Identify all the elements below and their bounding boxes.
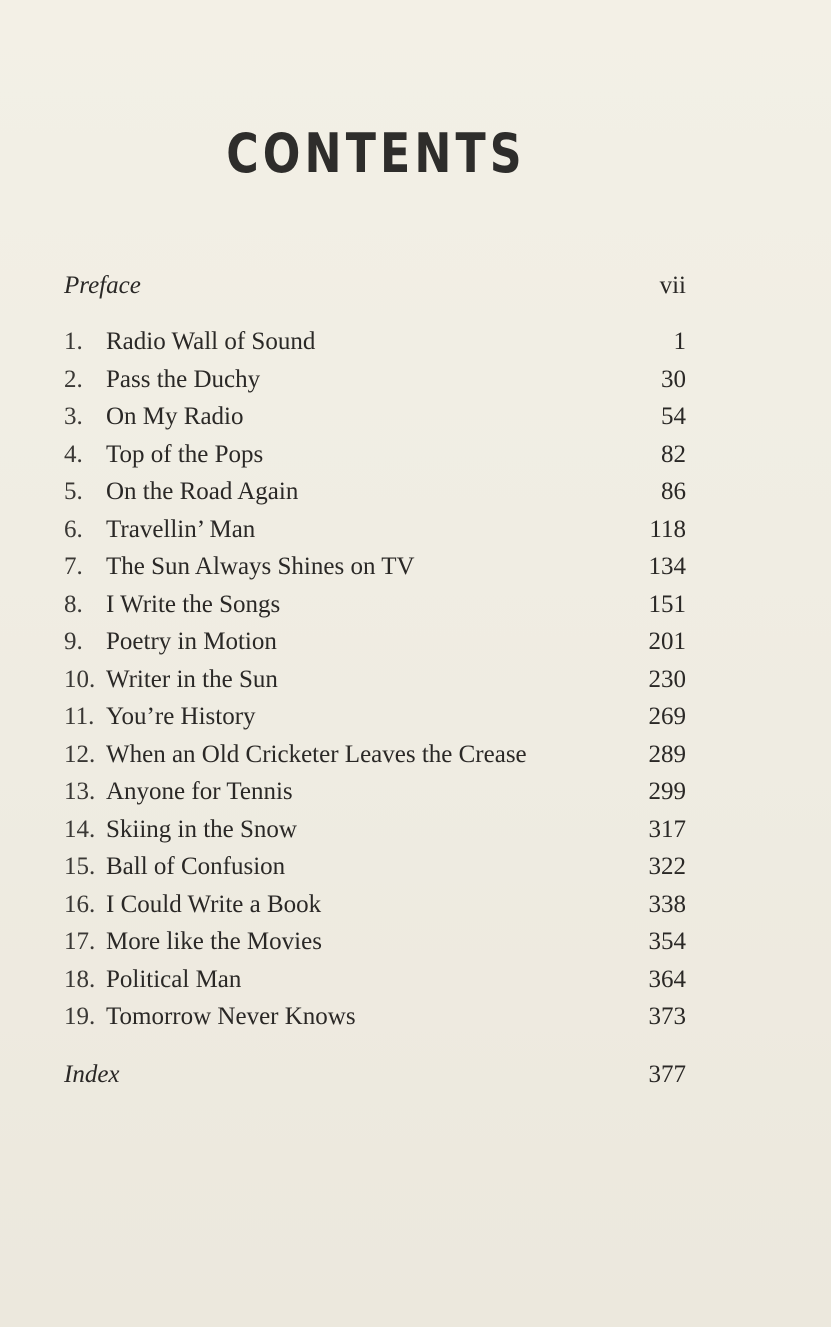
toc-entry-title: Political Man — [106, 966, 242, 993]
toc-entry-title: Index — [64, 1061, 120, 1088]
toc-entry-title: Skiing in the Snow — [106, 816, 297, 843]
toc-entry[interactable] — [64, 553, 686, 587]
toc-entry-preface[interactable] — [64, 272, 686, 306]
toc-entry-index[interactable] — [64, 1061, 686, 1095]
toc-entry[interactable] — [64, 366, 686, 400]
toc-entry-number: 17. — [64, 928, 96, 955]
toc-entry-title: When an Old Cricketer Leaves the Crease — [106, 741, 527, 768]
toc-entry-title: Ball of Confusion — [106, 853, 286, 880]
toc-entry-title: The Sun Always Shines on TV — [106, 553, 415, 580]
toc-entry[interactable] — [64, 328, 686, 362]
toc-entry-title: I Write the Songs — [106, 591, 281, 618]
toc-entry-number: 11. — [64, 703, 95, 730]
toc-entry-title: Tomorrow Never Knows — [106, 1003, 356, 1030]
toc-entry-number: 18. — [64, 966, 96, 993]
toc-entry[interactable] — [64, 966, 686, 1000]
toc-entry-page: 338 — [648, 891, 686, 918]
toc-entry-title: On the Road Again — [106, 478, 299, 505]
toc-entry[interactable] — [64, 591, 686, 625]
toc-entry-number: 12. — [64, 741, 96, 768]
toc-entry-page: 354 — [648, 928, 686, 955]
toc-entry-page: 289 — [648, 741, 686, 768]
toc-entry-page: 364 — [648, 966, 686, 993]
toc-entry-number: 3. — [64, 403, 83, 430]
toc-entry-title: Travellin’ Man — [106, 516, 256, 543]
toc-entry[interactable] — [64, 516, 686, 550]
toc-entry[interactable] — [64, 853, 686, 887]
toc-entry-title: You’re History — [106, 703, 256, 730]
toc-entry-number: 5. — [64, 478, 83, 505]
toc-entry[interactable] — [64, 741, 686, 775]
toc-entry-number: 13. — [64, 778, 96, 805]
toc-entry-title: Top of the Pops — [106, 441, 264, 468]
toc-entry-page: 151 — [648, 591, 686, 618]
toc-entry-number: 6. — [64, 516, 83, 543]
toc-entry[interactable] — [64, 891, 686, 925]
toc-entry[interactable] — [64, 666, 686, 700]
toc-entry-page: 322 — [648, 853, 686, 880]
toc-entry-title: Anyone for Tennis — [106, 778, 293, 805]
toc-entry-number: 10. — [64, 666, 96, 693]
toc-entry-number: 1. — [64, 328, 83, 355]
toc-entry-page: vii — [659, 272, 686, 299]
toc-entry-number: 15. — [64, 853, 96, 880]
toc-entry-title: Pass the Duchy — [106, 366, 261, 393]
toc-entry-page: 299 — [648, 778, 686, 805]
toc-entry-number: 9. — [64, 628, 83, 655]
toc-entry-page: 30 — [661, 366, 686, 393]
toc-entry-page: 118 — [649, 516, 686, 543]
toc-entry[interactable] — [64, 1003, 686, 1037]
toc-entry[interactable] — [64, 403, 686, 437]
toc-entry[interactable] — [64, 628, 686, 662]
toc-entry-title: On My Radio — [106, 403, 244, 430]
toc-entry-page: 230 — [648, 666, 686, 693]
toc-entry-page: 86 — [661, 478, 686, 505]
toc-entry-number: 14. — [64, 816, 96, 843]
toc-entry-title: Radio Wall of Sound — [106, 328, 316, 355]
toc-entry-number: 19. — [64, 1003, 96, 1030]
page-title: CONTENTS — [226, 122, 526, 185]
toc-entry-title: I Could Write a Book — [106, 891, 322, 918]
toc-entry[interactable] — [64, 816, 686, 850]
toc-entry-page: 377 — [648, 1061, 686, 1088]
toc-entry-number: 8. — [64, 591, 83, 618]
toc-entry-number: 7. — [64, 553, 83, 580]
toc-entry-page: 134 — [648, 553, 686, 580]
toc-entry[interactable] — [64, 928, 686, 962]
toc-entry-title: Writer in the Sun — [106, 666, 278, 693]
toc-entry-page: 317 — [648, 816, 686, 843]
toc-entry-page: 82 — [661, 441, 686, 468]
toc-entry-page: 1 — [673, 328, 686, 355]
toc-entry-page: 269 — [648, 703, 686, 730]
toc-entry[interactable] — [64, 703, 686, 737]
toc-entry-title: Preface — [64, 272, 141, 299]
toc-entry[interactable] — [64, 441, 686, 475]
toc-entry[interactable] — [64, 778, 686, 812]
toc-entry-number: 16. — [64, 891, 96, 918]
toc-entry-title: More like the Movies — [106, 928, 322, 955]
toc-entry-number: 2. — [64, 366, 83, 393]
toc-entry-page: 54 — [661, 403, 686, 430]
toc-entry[interactable] — [64, 478, 686, 512]
toc-entry-number: 4. — [64, 441, 83, 468]
toc-entry-page: 373 — [648, 1003, 686, 1030]
toc-entry-title: Poetry in Motion — [106, 628, 277, 655]
toc-entry-page: 201 — [648, 628, 686, 655]
